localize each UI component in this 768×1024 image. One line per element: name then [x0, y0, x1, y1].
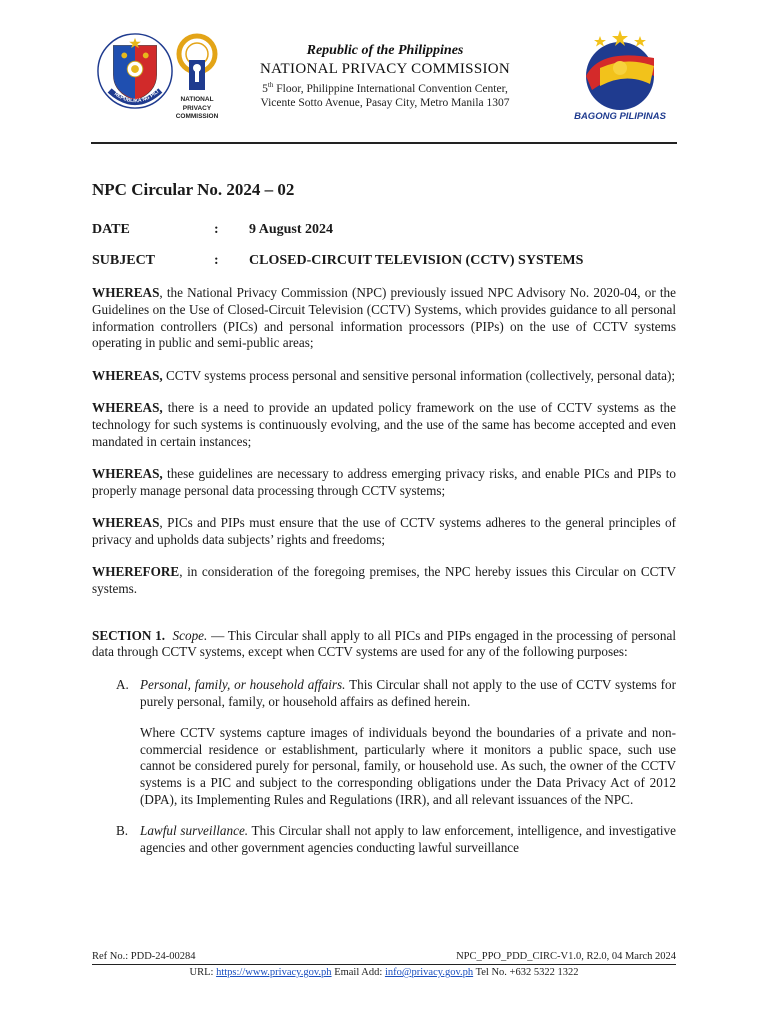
list-item-heading: Personal, family, or household affairs.	[140, 677, 346, 693]
republic-seal-icon	[96, 32, 174, 110]
whereas-paragraph	[92, 400, 676, 450]
list-item-body: This Circular shall not apply to the use of CCTV systems for purely personal, family, or household affairs as defined herein.	[140, 677, 677, 710]
address-floor-number: 5	[262, 82, 268, 95]
whereas-clauses	[92, 285, 676, 598]
address-line-1-rest: Floor, Philippine International Convention Center,	[273, 82, 508, 95]
list-item-body: This Circular shall not apply to law enforcement, intelligence, and investigative agencies and other government agencies conducting lawful surveillance	[140, 822, 676, 855]
list-item-text	[140, 823, 676, 857]
memo-meta	[92, 221, 676, 270]
whereas-text: CCTV systems process personal and sensitive personal information (collectively, personal data);	[162, 367, 676, 383]
list-item	[116, 677, 676, 809]
whereas-text: , PICs and PIPs must ensure that the use of CCTV systems adheres to the general principles of privacy and upholds data subjects’ rights and freedoms;	[92, 514, 676, 547]
bagong-pilipinas-emblem-icon	[570, 28, 670, 112]
list-item-extra: Where CCTV systems capture images of individuals beyond the boundaries of a private and non-commercial residence or establishment, particularly where it monitors a public space, such use cannot be considered purely for personal, family, or household use. As such, the owner of the CCTV systems is a PIC and subject to the corresponding obligations under the Data Privacy Act of 2012 (DPA), its Implementing Rules and Regulations (IRR), and all relevant issuances of the NPC.	[140, 724, 676, 808]
whereas-text: there is a need to provide an updated policy framework on the use of CCTV systems as the technology for such systems is continuously evolving, and the use of the same has become accepted and even mandated in certain instances;	[92, 399, 676, 449]
date-value: 9 August 2024	[249, 222, 334, 237]
subject-colon: :	[214, 253, 219, 268]
wherefore-text: , in consideration of the foregoing premises, the NPC hereby issues this Circular on CCTV systems.	[92, 564, 676, 596]
email-label: Email Add:	[331, 967, 385, 978]
date-row	[92, 221, 676, 239]
exception-list	[116, 677, 676, 856]
whereas-paragraph	[92, 368, 676, 385]
section-label: SECTION 1.	[92, 627, 166, 643]
whereas-text: , the National Privacy Commission (NPC) previously issued NPC Advisory No. 2020-04, or the Guidelines on the Use of Closed-Circuit Television (CCTV) Systems, which provides guidance to all personal information controllers (PICs) and personal information processors (PIPs) on the use of CCTV systems operating in public and semi-public areas;	[92, 285, 676, 351]
bagong-pilipinas-logo	[570, 28, 670, 124]
circular-title: NPC Circular No. 2024 – 02	[92, 180, 295, 199]
subject-value: CLOSED-CIRCUIT TELEVISION (CCTV) SYSTEMS	[249, 253, 584, 268]
section-title: Scope.	[172, 627, 208, 643]
address-line-1	[240, 78, 530, 96]
whereas-paragraph	[92, 515, 676, 549]
address-line-2: Vicente Sotto Avenue, Pasay City, Metro Manila 1307	[260, 96, 510, 109]
footer-divider	[92, 964, 676, 965]
email-link[interactable]: info@privacy.gov.ph	[384, 967, 474, 978]
document-code: NPC_PPO_PDD_CIRC-V1.0, R2.0, 04 March 2024	[456, 951, 676, 962]
website-link[interactable]: https://www.privacy.gov.ph	[216, 967, 332, 978]
whereas-text: these guidelines are necessary to address emerging privacy risks, and enable PICs and PIPs to properly manage personal data processing through CCTV systems;	[92, 465, 676, 498]
footer-contact	[92, 966, 676, 980]
page-footer	[92, 950, 676, 980]
letterhead	[0, 0, 768, 145]
npc-logo-line3: COMMISSION	[175, 113, 219, 120]
bagong-pilipinas-text: BAGONG PILIPINAS	[574, 111, 666, 122]
list-letter: B.	[116, 822, 129, 838]
footer-meta	[92, 950, 676, 963]
section-1	[92, 628, 676, 662]
list-letter: A.	[116, 677, 129, 693]
section-text: — This Circular shall apply to all PICs and PIPs engaged in the processing of personal data through CCTV systems, except when CCTV systems are used for any of the following purposes:	[92, 627, 676, 660]
address-floor-suffix: th	[267, 81, 274, 89]
date-colon: :	[214, 222, 219, 237]
subject-label: SUBJECT	[92, 253, 156, 268]
whereas-lead: WHEREAS	[92, 285, 160, 300]
wherefore-paragraph	[92, 564, 676, 598]
npc-logo-line1: NATIONAL	[180, 96, 214, 103]
whereas-lead: WHEREAS,	[92, 399, 163, 415]
republic-heading: Republic of the Philippines	[306, 43, 464, 58]
npc-keyhole-icon	[170, 32, 224, 96]
document-body	[92, 180, 676, 870]
agency-name: NATIONAL PRIVACY COMMISSION	[259, 61, 511, 77]
letterhead-text	[240, 42, 530, 110]
whereas-lead: WHEREAS,	[92, 465, 163, 481]
date-label: DATE	[92, 222, 130, 237]
reference-number: Ref No.: PDD-24-00284	[92, 951, 196, 962]
npc-logo	[170, 32, 224, 124]
list-item-text	[140, 677, 676, 711]
list-item-heading: Lawful surveillance.	[140, 822, 249, 838]
subject-row	[92, 252, 676, 270]
wherefore-lead: WHEREFORE	[92, 564, 180, 580]
npc-logo-line2: PRIVACY	[182, 104, 212, 112]
url-label: URL:	[189, 967, 217, 978]
whereas-lead: WHEREAS,	[92, 367, 163, 383]
whereas-paragraph	[92, 466, 676, 500]
list-item	[116, 823, 676, 857]
whereas-lead: WHEREAS	[92, 514, 160, 530]
header-divider	[91, 142, 677, 144]
telephone: Tel No. +632 5322 1322	[473, 967, 579, 978]
seal-text: REPUBLIKA NG PILI	[112, 89, 161, 105]
whereas-paragraph	[92, 285, 676, 352]
